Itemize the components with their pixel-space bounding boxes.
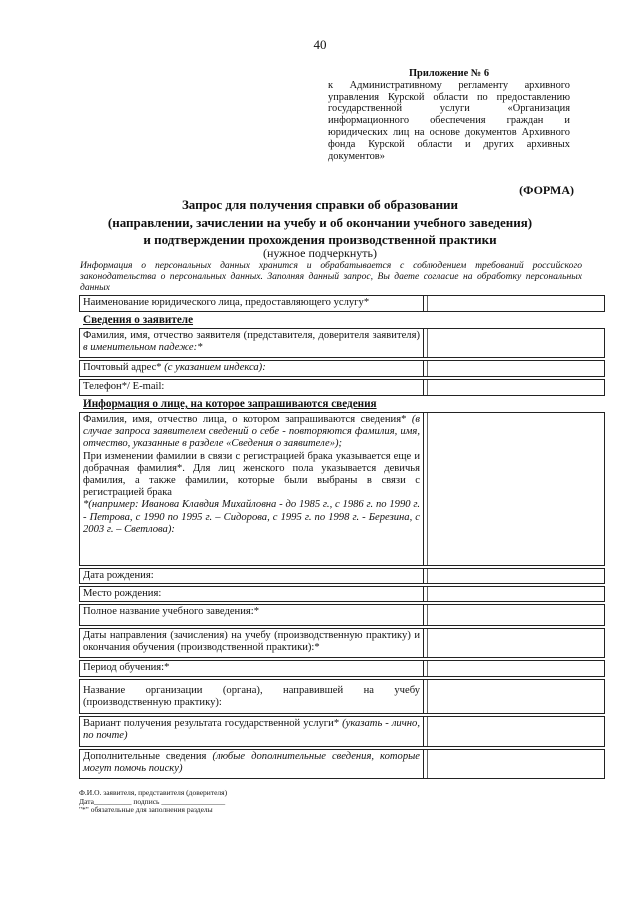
form-row-sending-org bbox=[79, 679, 605, 714]
title-line-2: (направлении, зачислении на учебу и об окончании учебного заведения) bbox=[107, 214, 533, 230]
applicant-section-heading: Сведения о заявителе bbox=[83, 314, 194, 326]
dates-field[interactable] bbox=[427, 629, 604, 657]
form-row-postal-address bbox=[79, 360, 605, 377]
result-method-note: (указать - лично, по почте) bbox=[83, 718, 420, 742]
surname-change-text: При изменении фамилии в связи с регистрацией брака указывается еще и добрачная фамилия*. Для лиц женского пола указывается девичья фамилия, а также фамилии, которые были выбраны в связи с регистрацией брака bbox=[83, 450, 420, 499]
phone-label: Телефон*/ E-mail: bbox=[80, 380, 424, 395]
personal-data-notice: Информация о персональных данных хранится и обрабатывается с соблюдением требований российского законодательства о персональных данных. Заполняя данный запрос, Вы даете согласие на обработку персональных данных bbox=[80, 260, 582, 293]
additional-field[interactable] bbox=[427, 750, 604, 778]
person-fio-text: Фамилия, имя, отчество лица, о котором запрашиваются сведения* bbox=[83, 414, 407, 425]
dates-label: Даты направления (зачисления) на учебу (производственную практику) и окончания обучения (производственной практики):* bbox=[80, 629, 424, 657]
footer-date-signature-line: Дата__________ подпись _________________ bbox=[79, 796, 226, 806]
additional-label bbox=[80, 750, 424, 778]
person-fio-label bbox=[80, 413, 424, 565]
study-period-label: Период обучения:* bbox=[80, 661, 424, 676]
document-title bbox=[60, 196, 580, 249]
appendix-block bbox=[328, 68, 570, 162]
person-fio-note: (в случае запроса заявителем сведений о себе - повторяются фамилия, имя, отчество, указанные в разделе «Сведения о заявителе»); bbox=[83, 414, 420, 450]
org-name-field[interactable] bbox=[427, 296, 604, 311]
postal-address-field[interactable] bbox=[427, 361, 604, 376]
form-row-org-name bbox=[79, 295, 605, 312]
result-method-field[interactable] bbox=[427, 717, 604, 746]
form-row-phone bbox=[79, 379, 605, 396]
institution-label: Полное название учебного заведения:* bbox=[80, 605, 424, 625]
forma-label: (ФОРМА) bbox=[519, 183, 574, 197]
sending-org-label: Название организации (органа), направившей на учебу (производственную практику): bbox=[80, 680, 424, 713]
form-row-person-fio bbox=[79, 412, 605, 566]
applicant-fio-field[interactable] bbox=[427, 329, 604, 357]
title-line-3: и подтверждении прохождения производственной практики bbox=[143, 232, 497, 247]
postal-address-label bbox=[80, 361, 424, 376]
person-section-heading: Информация о лице, на которое запрашиваются сведения bbox=[83, 398, 377, 410]
appendix-title: Приложение № 6 bbox=[408, 68, 490, 79]
applicant-fio-note: в именительном падеже:* bbox=[83, 342, 203, 354]
footer-required-note: "*" обязательные для заполнения разделы bbox=[79, 805, 213, 815]
sending-org-field[interactable] bbox=[427, 680, 604, 713]
study-period-field[interactable] bbox=[427, 661, 604, 676]
form-row-dates bbox=[79, 628, 605, 658]
institution-field[interactable] bbox=[427, 605, 604, 625]
additional-note: (любые дополнительные сведения, которые могут помочь поиску) bbox=[83, 751, 420, 775]
form-row-birth-date bbox=[79, 568, 605, 584]
birth-date-field[interactable] bbox=[427, 569, 604, 583]
additional-text: Дополнительные сведения bbox=[83, 751, 207, 762]
page-number: 40 bbox=[313, 37, 327, 52]
birth-date-label: Дата рождения: bbox=[80, 569, 424, 583]
person-fio-field[interactable] bbox=[427, 413, 604, 565]
postal-address-text: Почтовый адрес* bbox=[83, 362, 162, 373]
birth-place-label: Место рождения: bbox=[80, 587, 424, 601]
applicant-fio-text: Фамилия, имя, отчество заявителя (представителя, доверителя заявителя) bbox=[83, 330, 420, 341]
form-row-applicant-fio bbox=[79, 328, 605, 358]
document-subtitle: (нужное подчеркнуть) bbox=[263, 246, 377, 260]
appendix-text: к Административному регламенту архивного управления Курской области по предоставлению государственной услуги «Организация информационного обеспечения граждан и юридических лиц на основе документов Архивного фонда Курской области и других архивных документов» bbox=[328, 79, 570, 162]
form-row-study-period bbox=[79, 660, 605, 677]
org-name-label: Наименование юридического лица, предоставляющего услугу* bbox=[80, 296, 424, 311]
surname-change-note: *(например: Иванова Клавдия Михайловна - до 1985 г., с 1986 г. по 1990 г. - Петрова, с 1990 по 1995 г. – Сидорова, с 1995 г. по 1998 г. - Березина, с 2003 г. – Светлова): bbox=[83, 499, 420, 535]
request-form bbox=[79, 295, 605, 781]
title-line-1: Запрос для получения справки об образовании bbox=[181, 197, 459, 212]
footer-fio-line: Ф.И.О. заявителя, представителя (доверителя) bbox=[79, 788, 228, 797]
phone-field[interactable] bbox=[427, 380, 604, 395]
form-row-additional bbox=[79, 749, 605, 779]
applicant-fio-label bbox=[80, 329, 424, 357]
form-row-result-method bbox=[79, 716, 605, 747]
form-row-birth-place bbox=[79, 586, 605, 602]
result-method-text: Вариант получения результата государственной услуги* bbox=[83, 718, 340, 729]
postal-address-note: (с указанием индекса): bbox=[164, 362, 266, 373]
form-footer bbox=[79, 789, 379, 815]
birth-place-field[interactable] bbox=[427, 587, 604, 601]
result-method-label bbox=[80, 717, 424, 746]
form-row-institution bbox=[79, 604, 605, 626]
